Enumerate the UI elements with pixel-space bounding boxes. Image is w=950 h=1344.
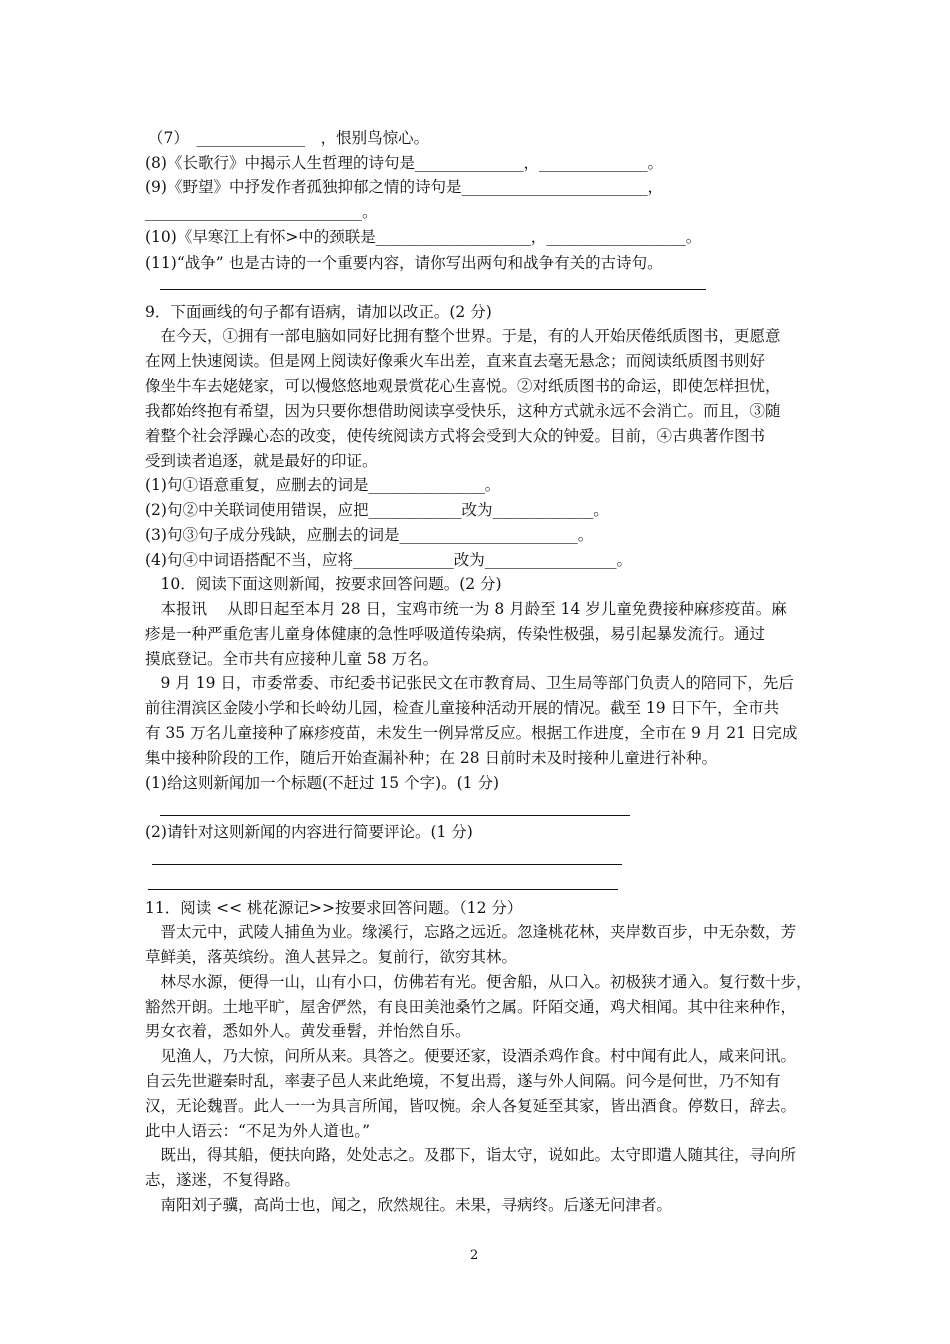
- text-line: (4)句④中词语搭配不当，应将_____________改为_________________。: [145, 551, 632, 569]
- answer-line: [160, 289, 706, 290]
- text-line: (11)“战争” 也是古诗的一个重要内容，请你写出两句和战争有关的古诗句。: [145, 254, 663, 272]
- text-line: 林尽水源，便得一山，山有小口，仿佛若有光。便舍船，从口入。初极狭才通入。复行数十步，: [145, 973, 812, 991]
- text-line: 自云先世避秦时乱，率妻子邑人来此绝境，不复出焉，遂与外人间隔。问今是何世，乃不知有: [145, 1072, 781, 1090]
- text-line: (8)《长歌行》中揭示人生哲理的诗句是______________，______________。: [145, 154, 663, 172]
- text-line: (2)请针对这则新闻的内容进行简要评论。(1 分): [145, 823, 473, 841]
- text-line: 受到读者追逐，就是最好的印证。: [145, 452, 378, 470]
- text-line: 有 35 万名儿童接种了麻疹疫苗，未发生一例异常反应。根据工作进度，全市在 9 月 21 日完成: [145, 724, 798, 742]
- text-line: 前往渭滨区金陵小学和长岭幼儿园，检查儿童接种活动开展的情况。截至 19 日下午，全市共: [145, 699, 780, 717]
- text-line: 汉，无论魏晋。此人一一为具言所闻，皆叹惋。余人各复延至其家，皆出酒食。停数日，辞去。: [145, 1097, 797, 1115]
- text-line: 本报讯 从即日起至本月 28 日，宝鸡市统一为 8 月龄至 14 岁儿童免费接种麻疹疫苗。麻: [145, 600, 787, 618]
- text-line: (3)句③句子成分残缺，应删去的词是_______________________。: [145, 526, 594, 544]
- text-line: 在今天，①拥有一部电脑如同好比拥有整个世界。于是，有的人开始厌倦纸质图书，更愿意: [145, 327, 781, 345]
- text-line: (1)句①语意重复，应删去的词是_______________。: [145, 476, 501, 494]
- text-line: 摸底登记。全市共有应接种儿童 58 万名。: [145, 650, 439, 668]
- text-line: 在网上快速阅读。但是网上阅读好像乘火车出差，直来直去毫无悬念；而阅读纸质图书则好: [145, 352, 766, 370]
- page-number: 2: [470, 1248, 479, 1263]
- text-line: 志，遂迷，不复得路。: [145, 1171, 301, 1189]
- answer-line: [160, 815, 630, 816]
- answer-line: [152, 864, 622, 865]
- text-line: ____________________________。: [145, 203, 378, 221]
- text-line: 南阳刘子骥，高尚士也，闻之，欣然规往。未果，寻病终。后遂无问津者。: [145, 1196, 673, 1214]
- text-line: 晋太元中，武陵人捕鱼为业。缘溪行，忘路之远近。忽逢桃花林，夹岸数百步，中无杂数，芳: [145, 923, 797, 941]
- text-line: （7） ______________ ，恨别鸟惊心。: [148, 129, 430, 147]
- text-line: 9 月 19 日，市委常委、市纪委书记张民文在市教育局、卫生局等部门负责人的陪同下，先后: [145, 674, 794, 692]
- text-line: 草鲜美，落英缤纷。渔人甚异之。复前行，欲穷其林。: [145, 948, 518, 966]
- text-line: (9)《野望》中抒发作者孤独抑郁之情的诗句是________________________，: [145, 178, 663, 196]
- text-line: 疹是一种严重危害儿童身体健康的急性呼吸道传染病，传染性极强，易引起暴发流行。通过: [145, 625, 766, 643]
- text-line: 男女衣着，悉如外人。黄发垂髫，并怡然自乐。: [145, 1022, 471, 1040]
- text-line: 此中人语云：“不足为外人道也。”: [145, 1122, 371, 1140]
- text-line: (10)《早寒江上有怀>中的颈联是____________________，__________________。: [145, 228, 702, 246]
- text-line: 9．下面画线的句子都有语病，请加以改正。(2 分): [145, 303, 492, 321]
- text-line: 豁然开朗。土地平旷，屋舍俨然，有良田美池桑竹之属。阡陌交通，鸡犬相闻。其中往来种作，: [145, 998, 797, 1016]
- text-line: 我都始终抱有希望，因为只要你想借助阅读享受快乐，这种方式就永远不会消亡。而且，③随: [145, 402, 781, 420]
- text-line: 11．阅读 << 桃花源记>>按要求回答问题。（12 分）: [145, 899, 523, 917]
- answer-line: [148, 889, 618, 890]
- text-line: 像坐牛车去姥姥家，可以慢悠悠地观景赏花心生喜悦。②对纸质图书的命运，即使怎样担忧，: [145, 377, 781, 395]
- text-line: 既出，得其船，便扶向路，处处志之。及郡下，诣太守，说如此。太守即遣人随其往，寻向所: [145, 1146, 797, 1164]
- text-line: (2)句②中关联词使用错误，应把____________改为_____________。: [145, 501, 609, 519]
- text-line: (1)给这则新闻加一个标题(不赶过 15 个字)。(1 分): [145, 774, 500, 792]
- text-line: 集中接种阶段的工作，随后开始查漏补种；在 28 日前时未及时接种儿童进行补种。: [145, 749, 718, 767]
- text-line: 见渔人，乃大惊，问所从来。具答之。便要还家，设酒杀鸡作食。村中闻有此人，咸来问讯。: [145, 1047, 797, 1065]
- text-line: 10．阅读下面这则新闻，按要求回答问题。(2 分): [145, 575, 502, 593]
- text-line: 着整个社会浮躁心态的改变，使传统阅读方式将会受到大众的钟爱。目前，④古典著作图书: [145, 427, 766, 445]
